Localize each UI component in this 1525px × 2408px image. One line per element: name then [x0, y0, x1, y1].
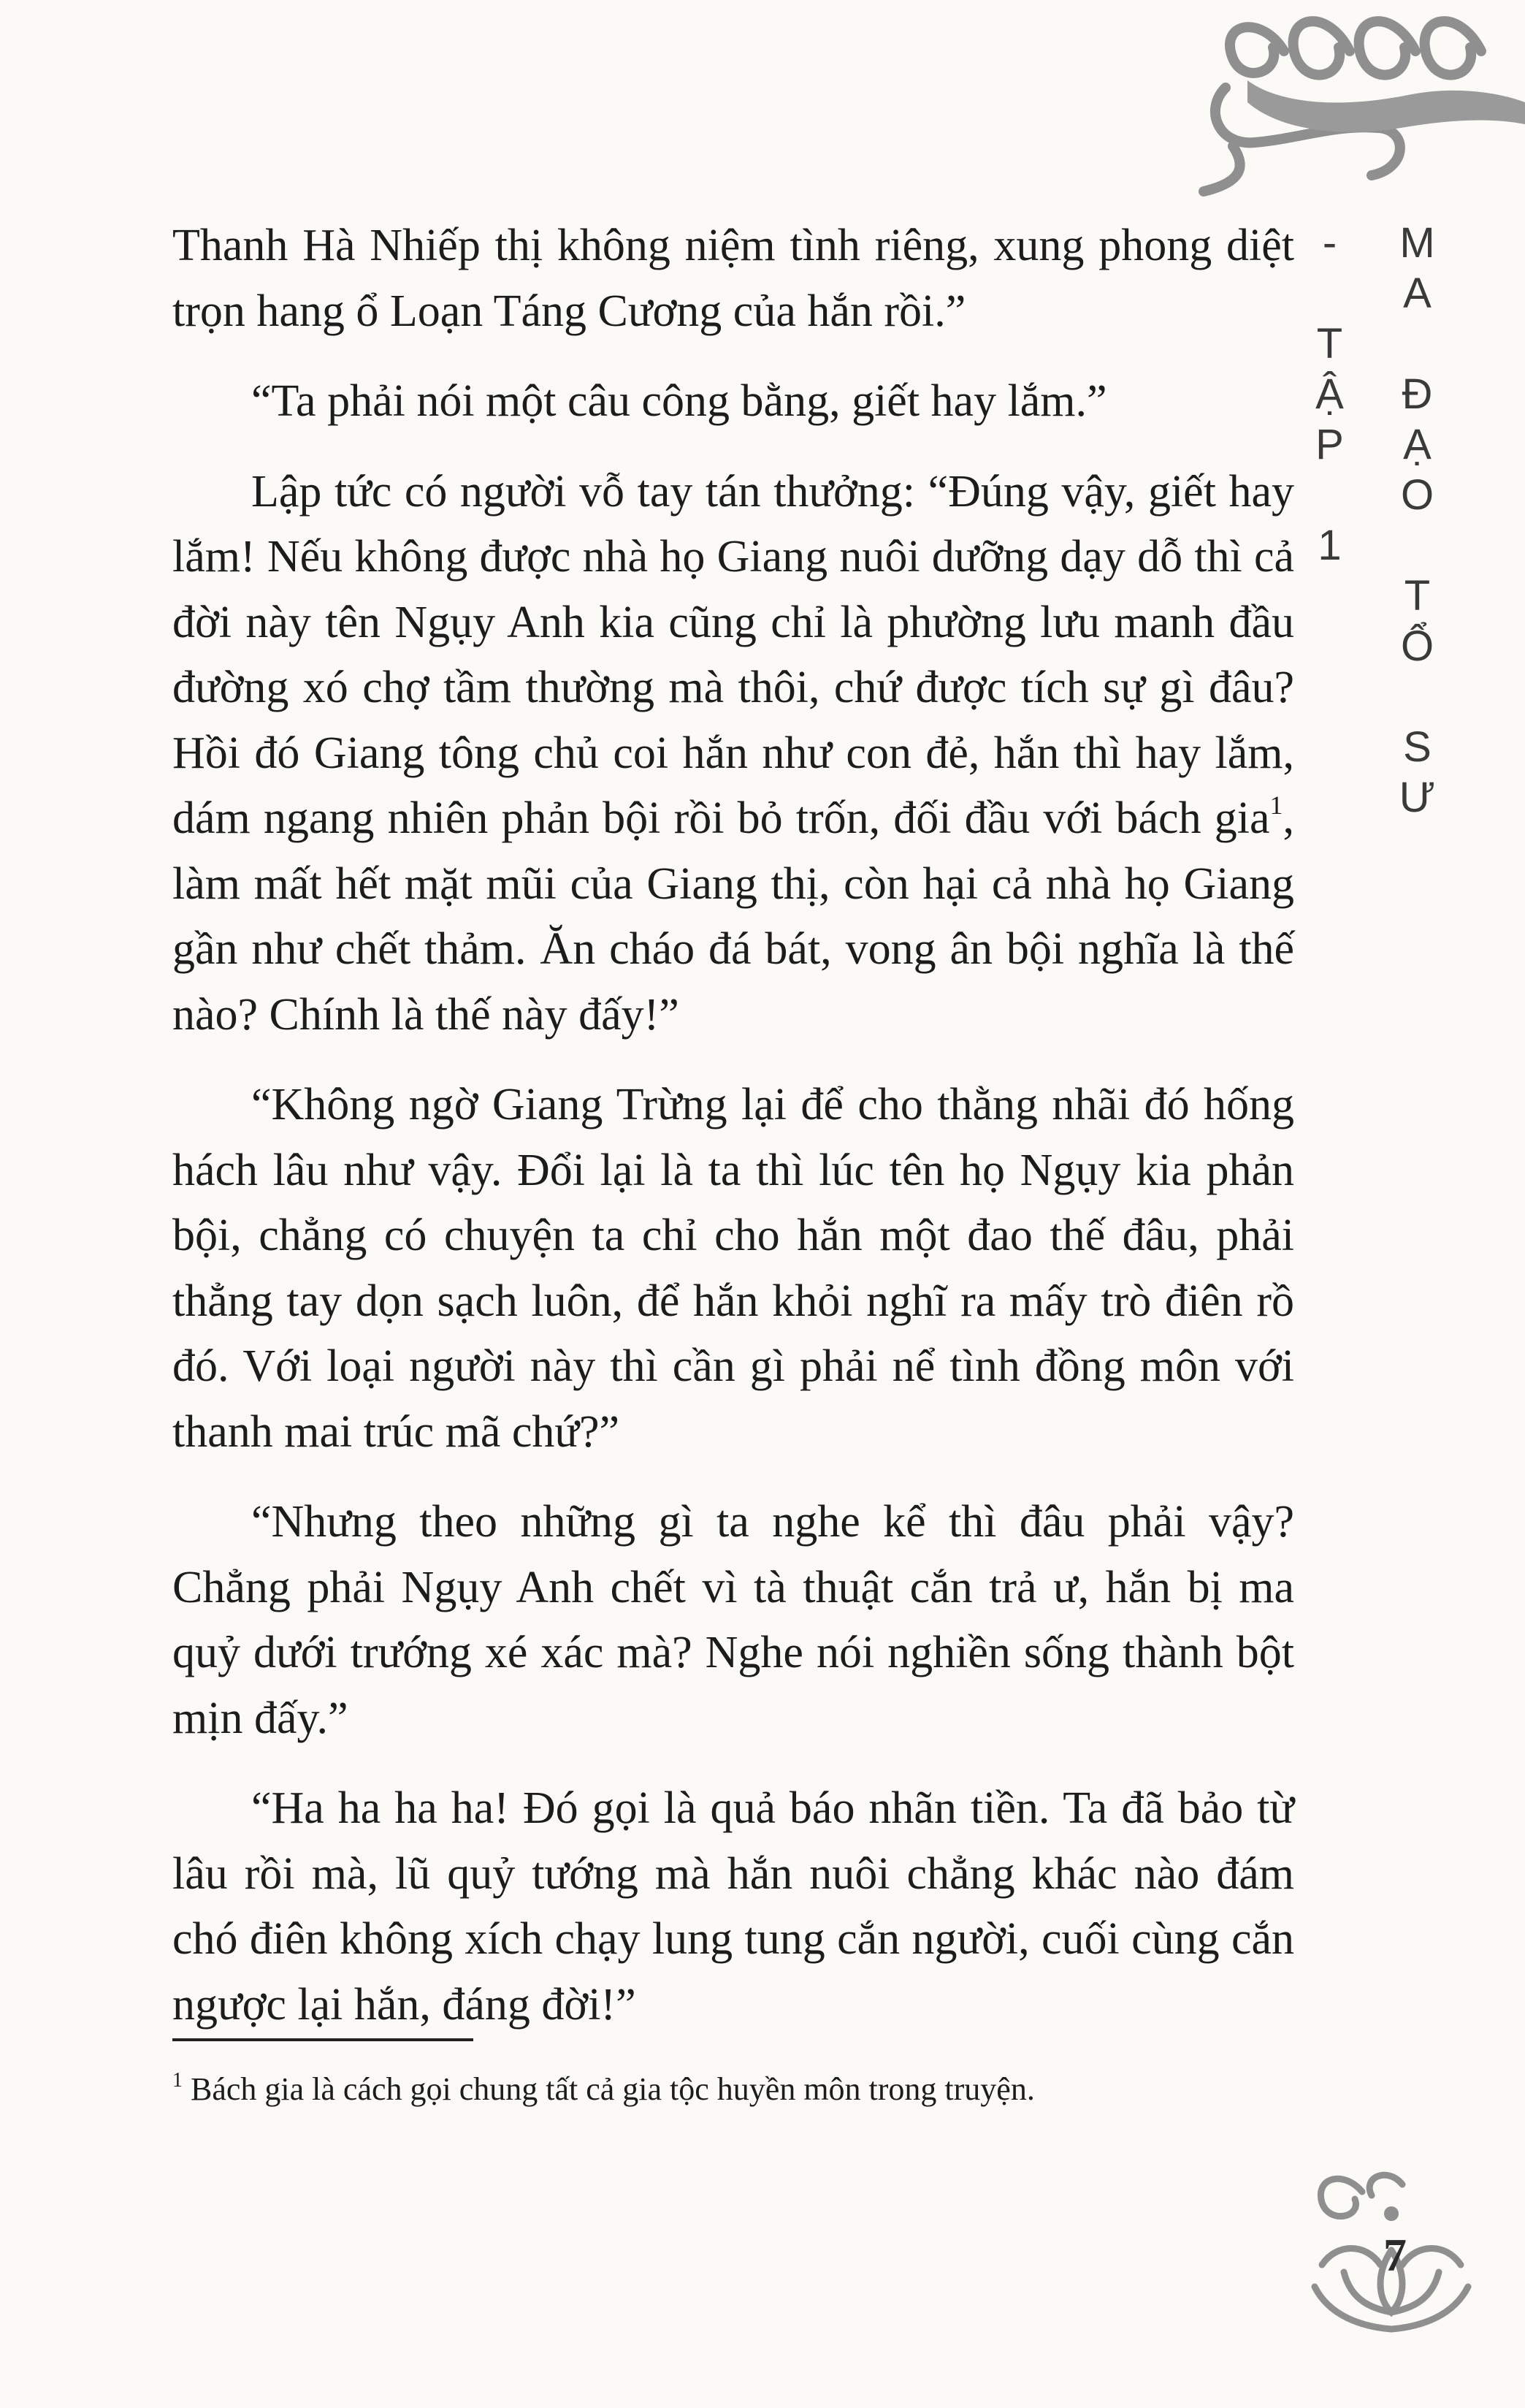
footnote-number: 1	[172, 2069, 183, 2092]
page-number: 7	[1383, 2229, 1407, 2281]
footnote	[172, 2068, 1312, 2111]
paragraph-3	[172, 460, 1294, 1048]
paragraph-6: “Ha ha ha ha! Đó gọi là quả báo nhãn tiền. Ta đã bảo từ lâu rồi mà, lũ quỷ tướng mà hắn nuôi chẳng khác nào đám chó điên không xích chạy lung tung cắn người, cuối cùng cắn ngược lại hắn, đáng đời!”	[172, 1783, 1294, 2030]
footnote-divider	[172, 2038, 473, 2041]
body-text	[172, 213, 1294, 2062]
paragraph-2: “Ta phải nói một câu công bằng, giết hay lắm.”	[251, 376, 1107, 426]
paragraph-5: “Nhưng theo những gì ta nghe kể thì đâu phải vậy? Chẳng phải Ngụy Anh chết vì tà thuật cắn trả ư, hắn bị ma quỷ dưới trướng xé xác mà? Nghe nói nghiền sống thành bột mịn đấy.”	[172, 1497, 1294, 1743]
paragraph-3-part-b: , làm mất hết mặt mũi của Giang thị, còn hại cả nhà họ Giang gần như chết thảm. Ăn cháo đá bát, vong ân bội nghĩa là thế nào? Chính là thế này đấy!”	[172, 793, 1294, 1040]
paragraph-3-part-a: Lập tức có người vỗ tay tán thưởng: “Đúng vậy, giết hay lắm! Nếu không được nhà họ Giang nuôi dưỡng dạy dỗ thì cả đời này tên Ngụy Anh kia cũng chỉ là phường lưu manh đầu đường xó chợ tầm thường mà thôi, chứ được tích sự gì đâu? Hồi đó Giang tông chủ coi hắn như con đẻ, hắn thì hay lắm, dám ngang nhiên phản bội rồi bỏ trốn, đối đầu với bách gia	[172, 466, 1294, 843]
cloud-ornament-icon	[1189, 0, 1525, 219]
footnote-text: Bách gia là cách gọi chung tất cả gia tộc huyền môn trong truyện.	[183, 2071, 1035, 2107]
footnote-reference[interactable]: 1	[1269, 790, 1283, 820]
paragraph-1: Thanh Hà Nhiếp thị không niệm tình riêng, xung phong diệt trọn hang ổ Loạn Táng Cương của hắn rồi.”	[172, 221, 1294, 336]
running-head: MA ĐẠO TỔ SƯ - TẬP 1	[1306, 219, 1441, 824]
paragraph-4: “Không ngờ Giang Trừng lại để cho thằng nhãi đó hống hách lâu như vậy. Đổi lại là ta thì lúc tên họ Ngụy kia phản bội, chẳng có chuyện ta chỉ cho hắn một đao thế đâu, phải thẳng tay dọn sạch luôn, để hắn khỏi nghĩ ra mấy trò điên rồ đó. Với loại người này thì cần gì phải nể tình đồng môn với thanh mai trúc mã chứ?”	[172, 1080, 1294, 1457]
